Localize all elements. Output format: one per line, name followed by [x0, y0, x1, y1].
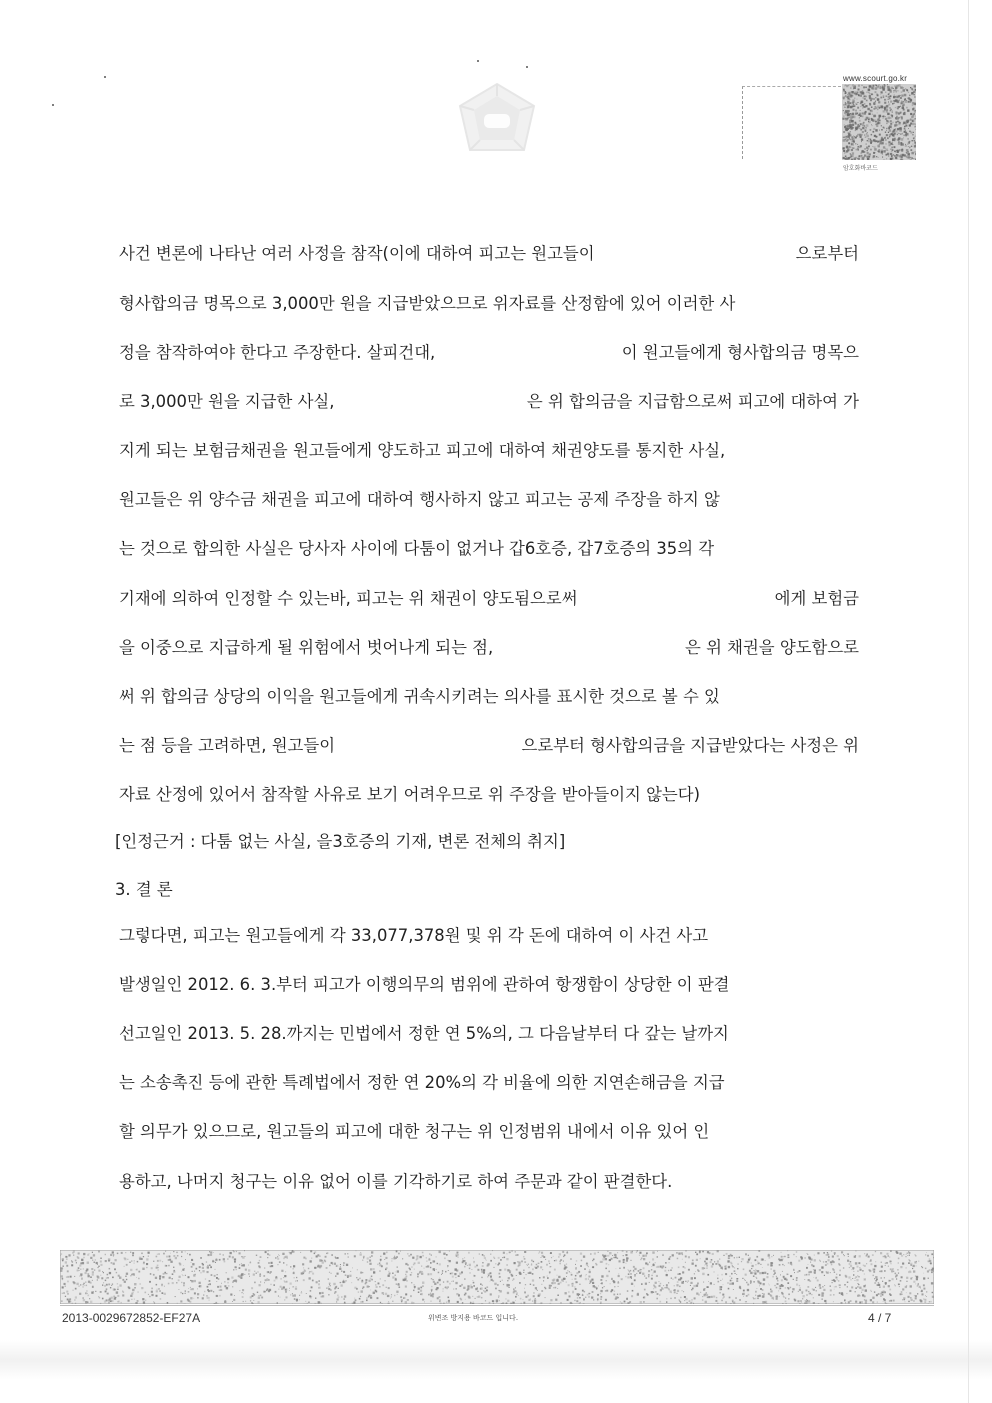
text-segment: 을 이중으로 지급하게 될 위험에서 벗어나게 되는 점,: [119, 638, 494, 657]
text-line: [119, 638, 859, 660]
text-line: [119, 294, 859, 316]
text-segment: 자료 산정에 있어서 참작할 사유로 보기 어려우므로 위 주장을 받아들이지 않는다): [119, 785, 700, 804]
text-line: [119, 1024, 859, 1046]
court-seal-icon: [452, 80, 542, 160]
scan-speck: [104, 76, 106, 78]
text-line: [119, 736, 859, 758]
text-segment: 형사합의금 명목으로 3,000만 원을 지급받았으므로 위자료를 산정함에 있어 이러한 사: [119, 294, 736, 313]
text-line: [119, 392, 859, 414]
text-line: [119, 687, 859, 709]
text-line: [119, 975, 859, 997]
text-segment: 발생일인 2012. 6. 3.부터 피고가 이행의무의 범위에 관하여 항쟁함이 상당한 이 판결: [119, 975, 730, 994]
text-segment: 원고들은 위 양수금 채권을 피고에 대하여 행사하지 않고 피고는 공제 주장을 하지 않: [119, 490, 720, 509]
text-line: [119, 539, 859, 561]
text-segment: 그렇다면, 피고는 원고들에게 각 33,077,378원 및 위 각 돈에 대하여 이 사건 사고: [119, 926, 709, 945]
text-segment: 으로부터 형사합의금을 지급받았다는 사정은 위: [521, 736, 859, 755]
text-line: [119, 490, 859, 512]
scan-speck: [526, 66, 528, 68]
text-segment: 지게 되는 보험금채권을 원고들에게 양도하고 피고에 대하여 채권양도를 통지한 사실,: [119, 441, 726, 460]
text-segment: 에게 보험금: [774, 589, 859, 608]
page-edge: [968, 0, 969, 1403]
text-segment: 써 위 합의금 상당의 이익을 원고들에게 귀속시키려는 의사를 표시한 것으로 볼 수 있: [119, 687, 720, 706]
barcode-notice: 위변조 방지용 바코드 입니다.: [428, 1314, 519, 1322]
text-segment: 기재에 의하여 인정할 수 있는바, 피고는 위 채권이 양도됨으로써: [119, 589, 578, 608]
barcode-caption: 암호화바코드: [843, 165, 878, 172]
evidence-basis: [인정근거 : 다툼 없는 사실, 을3호증의 기재, 변론 전체의 취지]: [115, 832, 566, 851]
text-line: [119, 244, 859, 266]
barcode-frame: [742, 86, 841, 159]
document-id: 2013-0029672852-EF27A: [62, 1311, 201, 1325]
scan-shadow: [0, 1340, 992, 1380]
text-line: [119, 1122, 859, 1144]
text-segment: 은 위 합의금을 지급함으로써 피고에 대하여 가: [526, 392, 859, 411]
text-line: [119, 589, 859, 611]
text-segment: 는 것으로 합의한 사실은 당사자 사이에 다툼이 없거나 갑6호증, 갑7호증의 35의 각: [119, 539, 715, 558]
scan-speck: [52, 104, 54, 106]
text-segment: 정을 참작하여야 한다고 주장한다. 살피건대,: [119, 343, 436, 362]
text-segment: 사건 변론에 나타난 여러 사정을 참작(이에 대하여 피고는 원고들이: [119, 244, 595, 263]
text-segment: 은 위 채권을 양도함으로: [685, 638, 859, 657]
bottom-barcode-icon: [60, 1250, 934, 1304]
text-line: [119, 1172, 672, 1194]
top-barcode-icon: [842, 84, 916, 160]
text-segment: 는 점 등을 고려하면, 원고들이: [119, 736, 336, 755]
barcode-url: www.scourt.go.kr: [843, 74, 908, 83]
footer-rule: [60, 1305, 934, 1306]
text-segment: 는 소송촉진 등에 관한 특례법에서 정한 연 20%의 각 비율에 의한 지연손해금을 지급: [119, 1073, 725, 1092]
text-line: [119, 926, 859, 948]
text-segment: 으로부터: [795, 244, 859, 263]
text-line: [119, 343, 859, 365]
text-line: [119, 441, 859, 463]
text-line: [119, 785, 700, 807]
page-number: 4 / 7: [868, 1311, 892, 1325]
text-segment: 용하고, 나머지 청구는 이유 없어 이를 기각하기로 하여 주문과 같이 판결한다.: [119, 1172, 673, 1191]
text-segment: 이 원고들에게 형사합의금 명목으: [621, 343, 859, 362]
scan-speck: [477, 60, 479, 62]
section-heading: 3. 결 론: [115, 880, 173, 899]
text-line: [119, 1073, 859, 1095]
text-segment: 로 3,000만 원을 지급한 사실,: [119, 392, 335, 411]
text-segment: 할 의무가 있으므로, 원고들의 피고에 대한 청구는 위 인정범위 내에서 이유 있어 인: [119, 1122, 710, 1141]
text-segment: 선고일인 2013. 5. 28.까지는 민법에서 정한 연 5%의, 그 다음날부터 다 갚는 날까지: [119, 1024, 729, 1043]
